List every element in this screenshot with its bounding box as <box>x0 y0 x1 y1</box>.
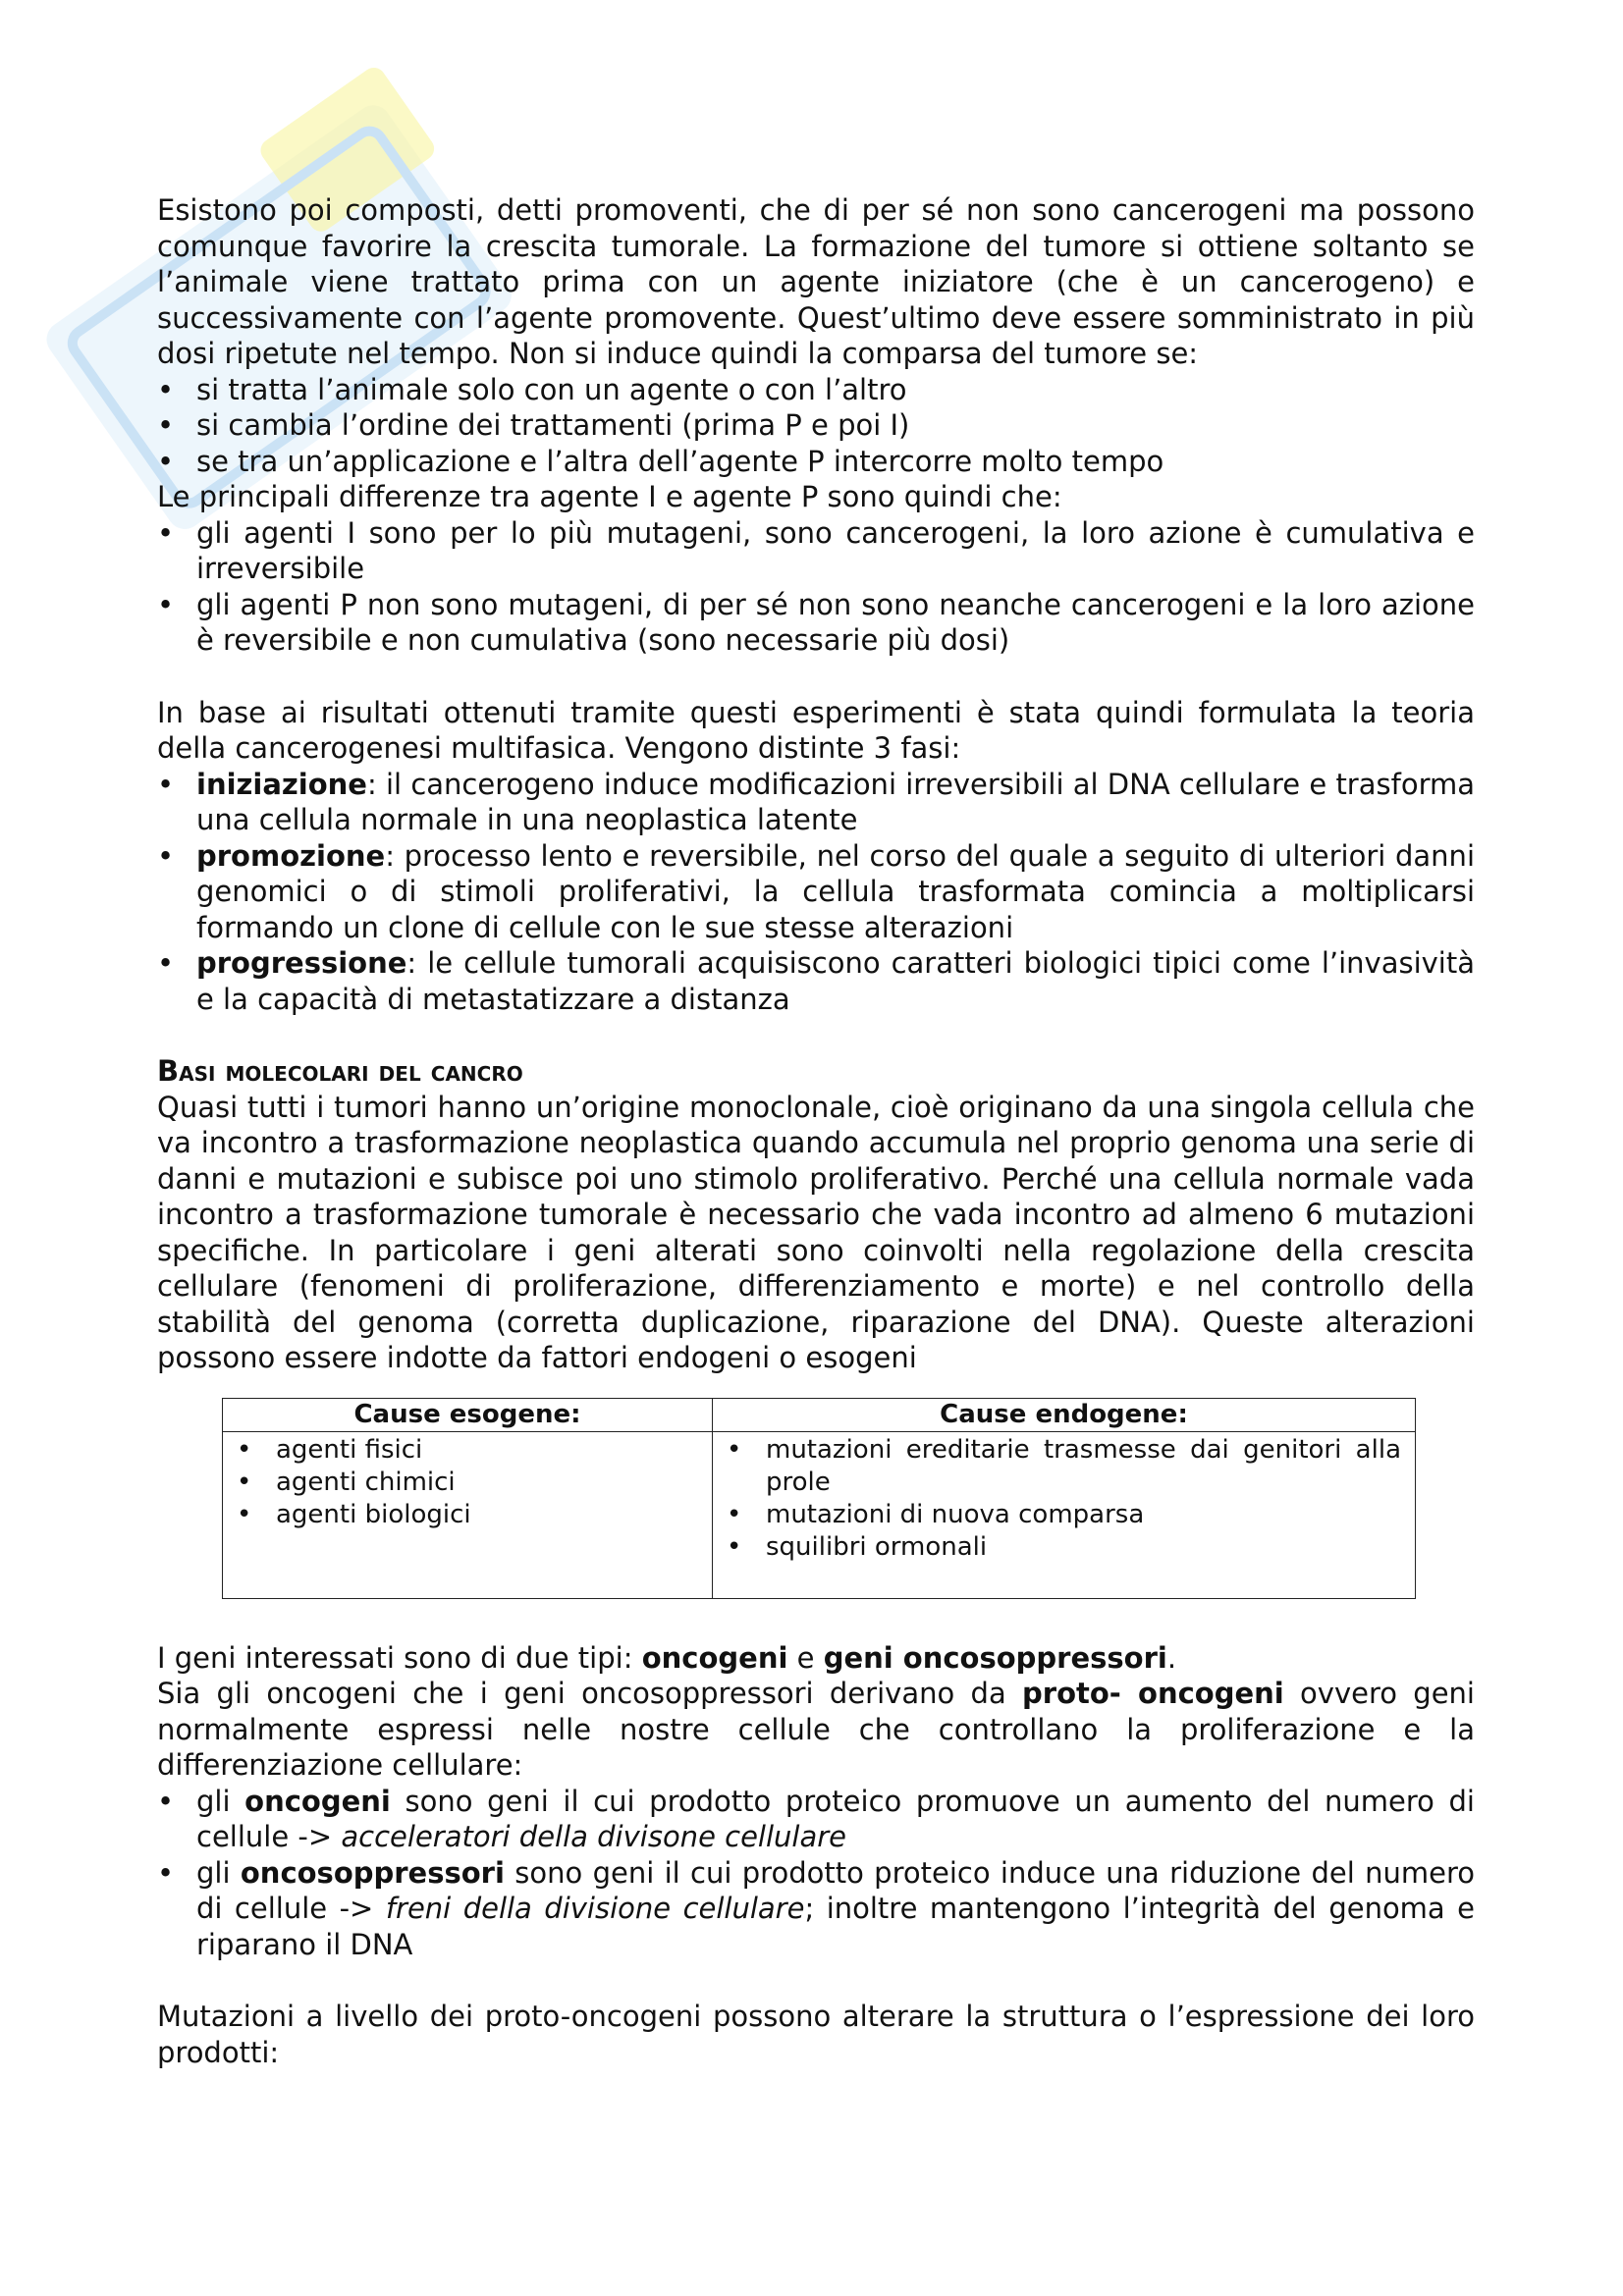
phase-text: : le cellule tumorali acquisiscono caratteri biologici tipici come l’invasività e la capacità di metastatizzare a distanza <box>196 946 1475 1016</box>
list-item <box>157 945 1475 1017</box>
differences-intro: Le principali differenze tra agente I e agente P sono quindi che: <box>157 480 1062 513</box>
list-item: • agenti chimici <box>237 1467 698 1499</box>
list-item <box>157 1784 1475 1855</box>
text-span: ovvero geni normalmente espressi nelle nostre cellule che controllano la proliferazione e la differenziazione cellulare: <box>157 1677 1475 1782</box>
molecular-paragraph: Quasi tutti i tumori hanno un’origine monoclonale, cioè originano da una singola cellula che va incontro a trasformazione neoplastica quando accumula nel proprio genoma una serie di danni e mutazioni e subisce poi uno stimolo proliferativo. Perché una cellula normale vada incontro a trasformazione tumorale è necessario che vada incontro ad almeno 6 mutazioni specifiche. In particolare i geni alterati sono coinvolti nella regolazione della crescita cellulare (fenomeni di proliferazione, differenziamento e morte) e nel controllo della stabilità del genoma (corretta duplicazione, riparazione del DNA). Queste alterazioni possono essere indotte da fattori endogeni o esogeni <box>157 1090 1475 1374</box>
differences-list <box>157 515 1475 659</box>
section-heading: Basi molecolari del cancro <box>157 1054 523 1088</box>
closing-paragraph: Mutazioni a livello dei proto-oncogeni possono alterare la struttura o l’espressione dei loro prodotti: <box>157 2000 1475 2069</box>
text-span: sono geni il cui prodotto proteico induce una riduzione del numero di cellule -> <box>196 1855 1476 1925</box>
causes-table <box>222 1398 1416 1599</box>
list-item: • si tratta l’animale solo con un agente o con l’altro <box>157 372 1475 408</box>
text-span: Sia gli oncogeni che i geni oncosoppressori derivano da <box>157 1677 1023 1710</box>
genes-paragraph <box>157 1676 1475 1784</box>
list-item: • agenti biologici <box>237 1499 698 1531</box>
italic-term: acceleratori della divisone cellulare <box>341 1820 846 1853</box>
bold-term: proto- oncogeni <box>1022 1677 1284 1710</box>
bold-term: oncogeni <box>641 1640 788 1675</box>
text-span: I geni interessati sono di due tipi: <box>157 1640 642 1675</box>
text-span: sono geni il cui prodotto proteico promuove un aumento del numero di cellule -> <box>196 1784 1475 1853</box>
phase-term: progressione <box>196 946 407 980</box>
text-span: gli <box>196 1855 241 1890</box>
phases-list <box>157 767 1475 1018</box>
bold-term: oncosoppressori <box>240 1855 505 1890</box>
list-item <box>157 767 1475 838</box>
endogenous-cell <box>713 1431 1416 1598</box>
list-item: • mutazioni di nuova comparsa <box>727 1499 1401 1531</box>
list-item: • gli agenti P non sono mutageni, di per sé non sono neanche cancerogeni e la loro azione è reversibile e non cumulativa (sono necessarie più dosi) <box>157 587 1475 659</box>
text-span: . <box>1166 1640 1177 1675</box>
phases-paragraph: In base ai risultati ottenuti tramite questi esperimenti è stata quindi formulata la teoria della cancerogenesi multifasica. Vengono distinte 3 fasi: <box>157 695 1475 765</box>
list-item: • mutazioni ereditarie trasmesse dai genitori alla prole <box>727 1434 1401 1499</box>
bold-term: geni oncosoppressori <box>823 1640 1167 1675</box>
genes-intro <box>157 1640 1475 1677</box>
italic-term: freni della divisione cellulare <box>385 1892 805 1925</box>
intro-paragraph: Esistono poi composti, detti promoventi, che di per sé non sono cancerogeni ma possono comunque favorire la crescita tumorale. La formazione del tumore si ottiene soltanto se l’animale viene trattato prima con un agente iniziatore (che è un cancerogeno) e successivamente con l’agente promovente. Quest’ultimo deve essere somministrato in più dosi ripetute nel tempo. Non si induce quindi la comparsa del tumore se: <box>157 193 1475 370</box>
list-item <box>157 838 1475 946</box>
phase-term: iniziazione <box>196 767 367 801</box>
text-span: gli <box>196 1784 245 1818</box>
list-item: • squilibri ormonali <box>727 1531 1401 1564</box>
exogenous-cell <box>223 1431 713 1598</box>
table-header-endogenous: Cause endogene: <box>713 1398 1416 1431</box>
genes-list <box>157 1784 1475 1963</box>
text-span: e <box>787 1640 824 1675</box>
list-item: • si cambia l’ordine dei trattamenti (prima P e poi I) <box>157 407 1475 444</box>
document-body <box>157 192 1475 2070</box>
text-span: ; inoltre mantengono l’integrità del genoma e riparano il DNA <box>196 1892 1476 1961</box>
phase-text: : il cancerogeno induce modificazioni irreversibili al DNA cellulare e trasforma una cellula normale in una neoplastica latente <box>196 767 1475 836</box>
list-item: • gli agenti I sono per lo più mutageni, sono cancerogeni, la loro azione è cumulativa e irreversibile <box>157 515 1475 587</box>
phase-term: promozione <box>196 838 386 873</box>
list-item: • se tra un’applicazione e l’altra dell’agente P intercorre molto tempo <box>157 444 1475 480</box>
list-item <box>157 1855 1475 1963</box>
conditions-list <box>157 372 1475 480</box>
phase-text: : processo lento e reversibile, nel corso del quale a seguito di ulteriori danni genomici o di stimoli proliferativi, la cellula trasformata comincia a moltiplicarsi formando un clone di cellule con le sue stesse alterazioni <box>196 838 1475 944</box>
bold-term: oncogeni <box>244 1784 391 1818</box>
table-header-exogenous: Cause esogene: <box>223 1398 713 1431</box>
list-item: • agenti fisici <box>237 1434 698 1467</box>
